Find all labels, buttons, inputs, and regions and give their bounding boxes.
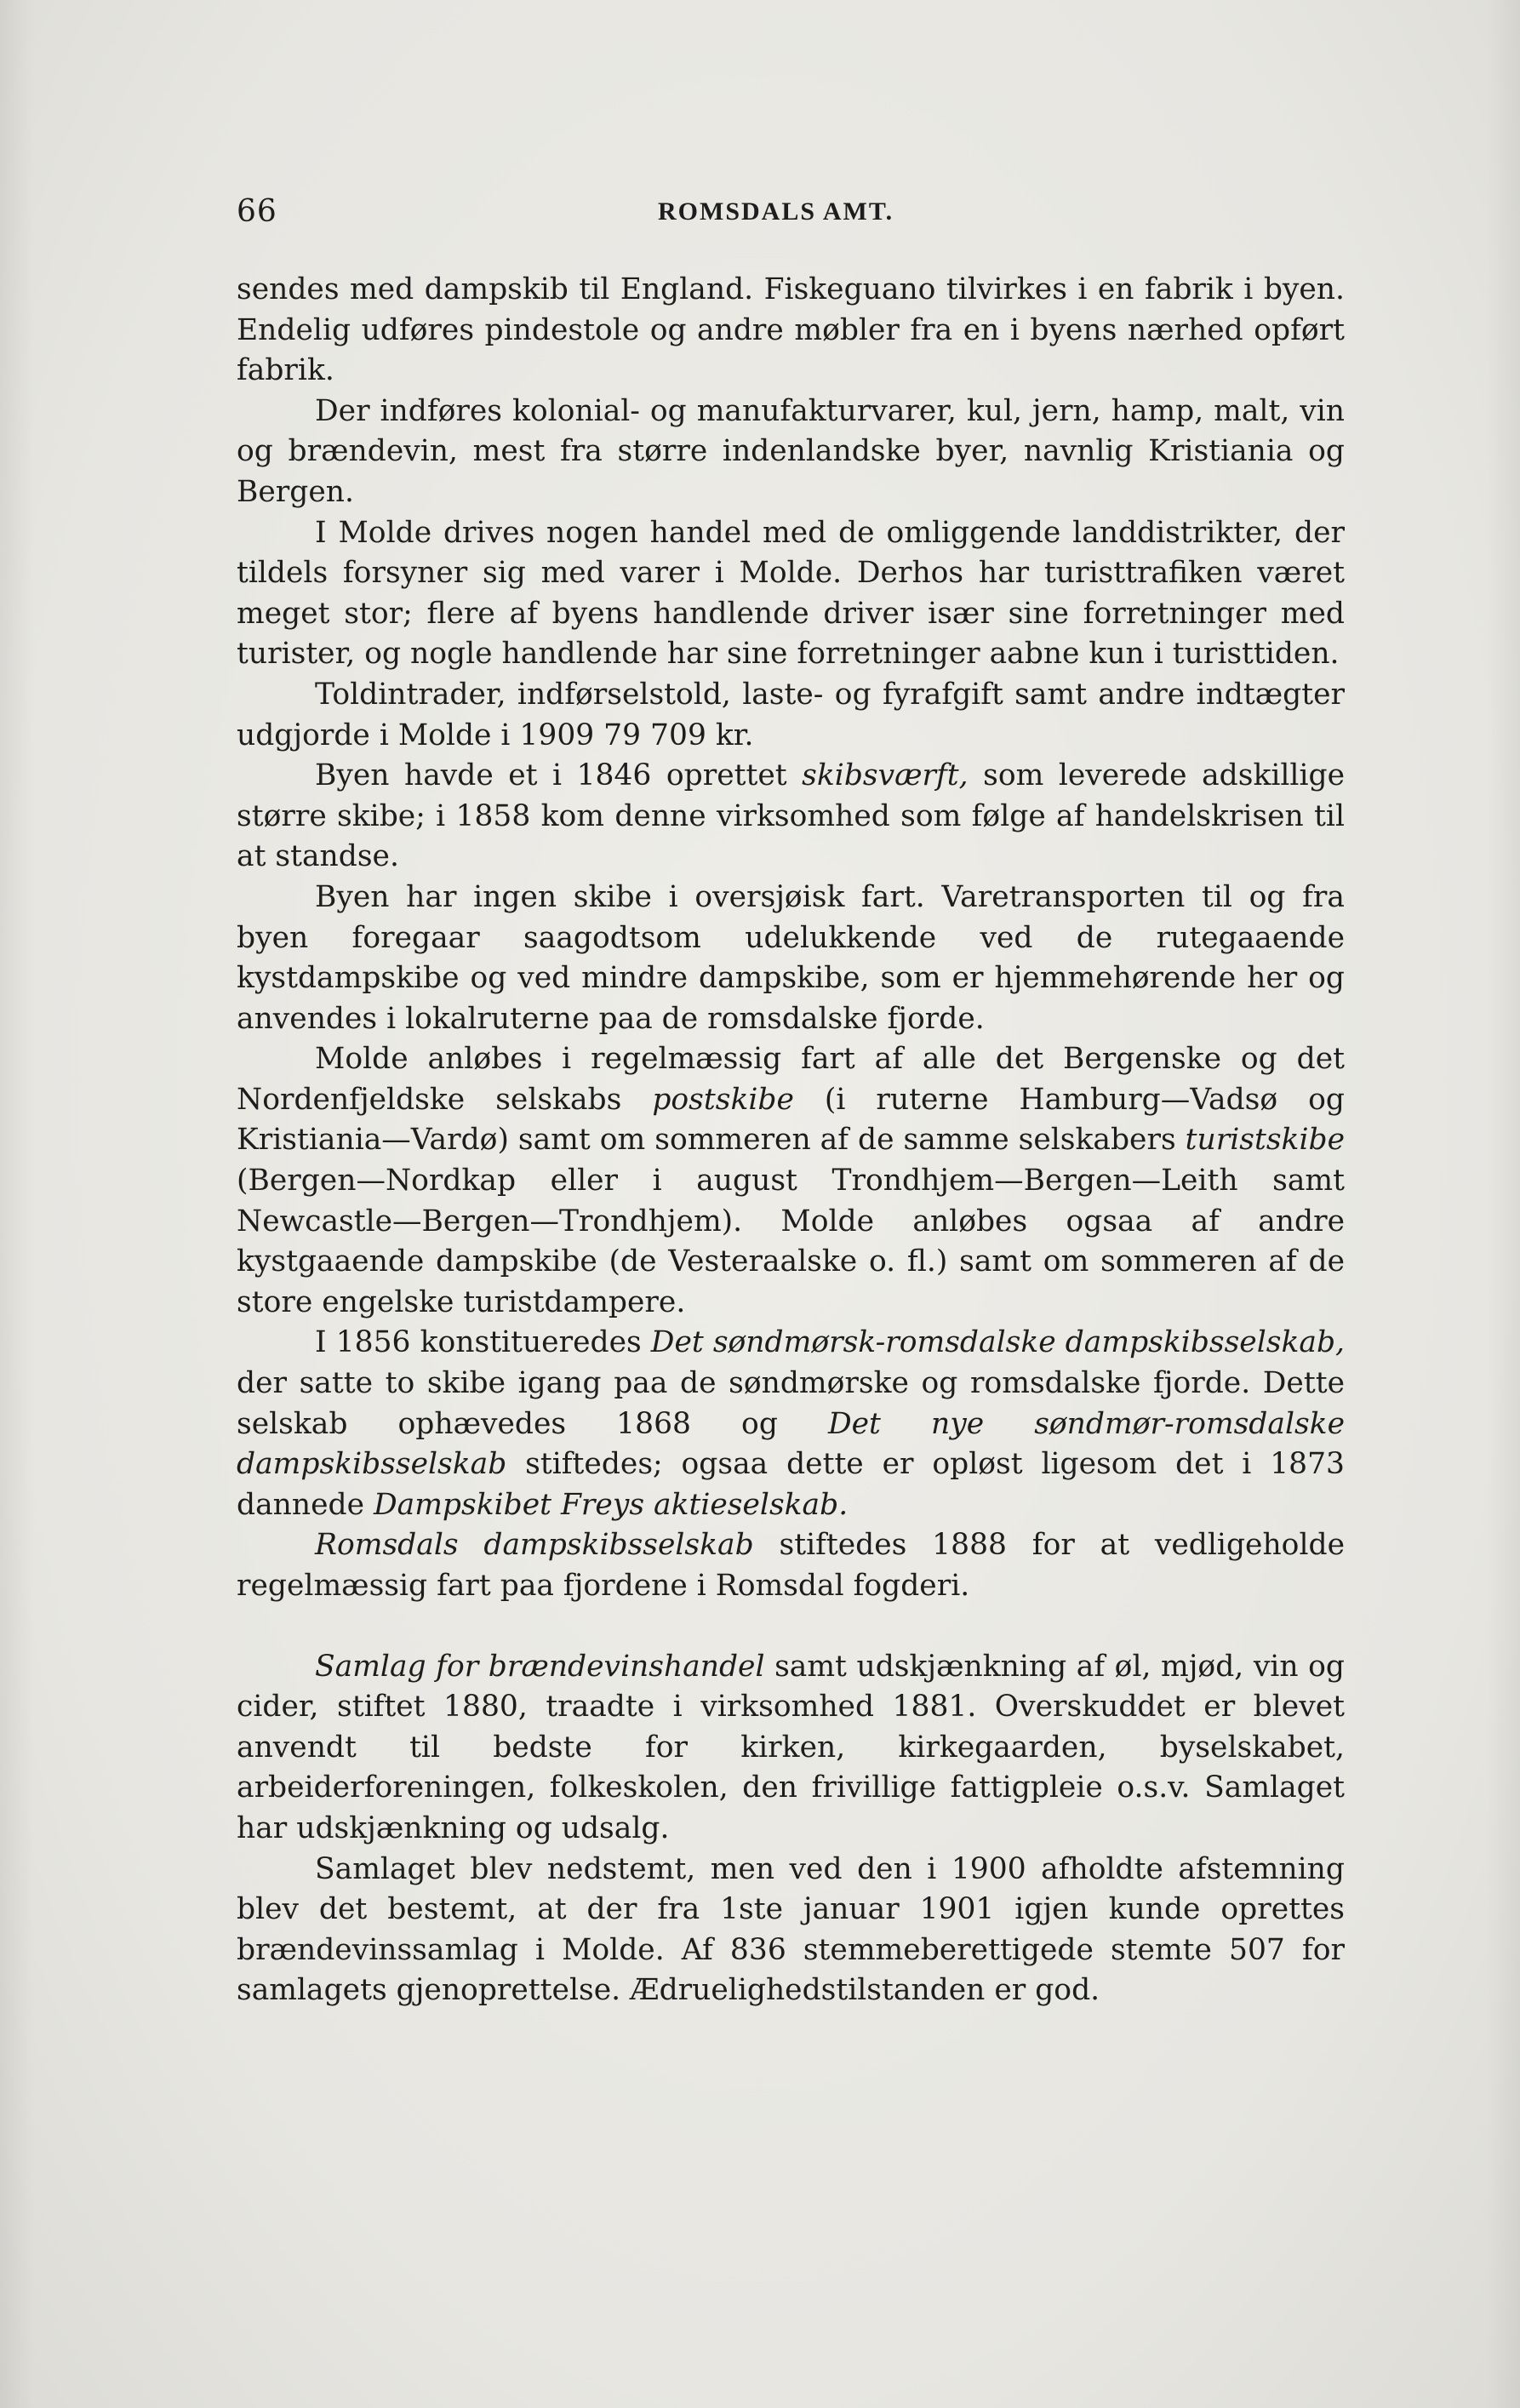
text-run: Molde anløbes i regelmæssig fart af alle det Bergenske og det Nordenfjeldske selskabs [237,1042,1345,1117]
italic-text: Samlag for brændevinshandel [315,1649,765,1684]
paragraph [237,878,1345,1039]
paragraph [237,513,1345,675]
running-head-title: ROMSDALS AMT. [658,197,894,226]
running-head [237,194,1343,237]
text-run: Byen har ingen skibe i oversjøisk fart. Varetransporten til og fra byen foregaar saagodtsom udelukkende ved de rutegaaende kystdampskibe og ved mindre dampskibe, som er hjemmehørende her og anvendes i lokalruterne paa de romsdalske fjorde. [237,879,1345,1036]
italic-text: Det nye søndmør-romsdalske dampskibsselskab [237,1406,1346,1482]
paragraph [237,1647,1345,1850]
paragraph [237,1039,1345,1323]
paragraph [237,1850,1345,2011]
page-number: 66 [237,194,277,229]
italic-text: Romsdals dampskibsselskab [315,1528,754,1563]
body-text [237,270,1345,2011]
text-run: samt udskjænkning af øl, mjød, vin og cider, stiftet 1880, traadte i virksomhed 1881. Overskuddet er blevet anvendt til bedste for kirken, kirkegaarden, byselskabet, arbeiderforeningen, folkeskolen, den frivillige fattigpleie o.s.v. Samlaget har udskjænkning og udsalg. [237,1649,1345,1845]
page-edge-shadow-left [0,0,34,2408]
italic-text: turistskibe [1185,1123,1345,1158]
text-run: stiftedes 1888 for at vedligeholde regelmæssig fart paa fjordene i Romsdal fogderi. [237,1528,1345,1603]
page-edge-shadow-right [1486,0,1520,2408]
italic-text: skibsværft, [802,758,969,793]
italic-text: postskibe [652,1082,794,1117]
text-run: I 1856 konstitueredes [315,1325,651,1360]
paragraph [237,392,1345,513]
text-run: Byen havde et i 1846 oprettet [315,758,803,793]
text-run: (Bergen—Nordkap eller i august Trondhjem—Bergen—Leith samt Newcastle—Bergen—Trondhjem). Molde anløbes ogsaa af andre kystgaaende dampskibe (de Vesteraalske o. fl.) samt om sommeren af de store engelske turistdampere. [237,1164,1345,1319]
paragraph [237,756,1345,878]
text-run: stiftedes; ogsaa dette er opløst ligesom det i 1873 dannede [237,1447,1345,1522]
italic-text: Dampskibet Freys aktieselskab. [373,1487,849,1522]
text-run: Der indføres kolonial- og manufakturvarer, kul, jern, hamp, malt, vin og brændevin, mest fra større indenlandske byer, navnlig Kristiania og Bergen. [237,393,1345,509]
text-run: der satte to skibe igang paa de søndmørske og romsdalske fjorde. Dette selskab ophævedes 1868 og [237,1366,1345,1441]
paragraph [237,1323,1345,1525]
text-run: Samlaget blev nedstemt, men ved den i 1900 afholdte afstemning blev det bestemt, at der fra 1ste januar 1901 igjen kunde oprettes brændevinssamlag i Molde. Af 836 stemmeberettigede stemte 507 for samlagets gjenoprettelse. Ædruelighedstilstanden er god. [237,1851,1345,2008]
text-run: (i ruterne Hamburg—Vadsø og Kristiania—Vardø) samt om sommeren af de samme selskabers [237,1082,1345,1158]
text-run: Toldintrader, indførselstold, laste- og fyrafgift samt andre indtægter udgjorde i Molde i 1909 79 709 kr. [237,677,1345,752]
text-run: I Molde drives nogen handel med de omliggende landdistrikter, der tildels forsyner sig med varer i Molde. Derhos har turisttrafiken været meget stor; flere af byens handlende driver især sine forretninger med turister, og nogle handlende har sine forretninger aabne kun i turisttiden. [237,515,1345,672]
italic-text: Det søndmørsk-romsdalske dampskibsselskab, [650,1325,1345,1360]
paragraph [237,675,1345,756]
paragraph [237,1525,1345,1606]
paragraph [237,270,1345,392]
text-run: som leverede adskillige større skibe; i 1858 kom denne virksomhed som følge af handelskrisen til at standse. [237,758,1345,874]
text-run: sendes med dampskib til England. Fiskeguano tilvirkes i en fabrik i byen. Endelig udføres pindestole og andre møbler fra en i byens nærhed opført fabrik. [237,272,1345,388]
